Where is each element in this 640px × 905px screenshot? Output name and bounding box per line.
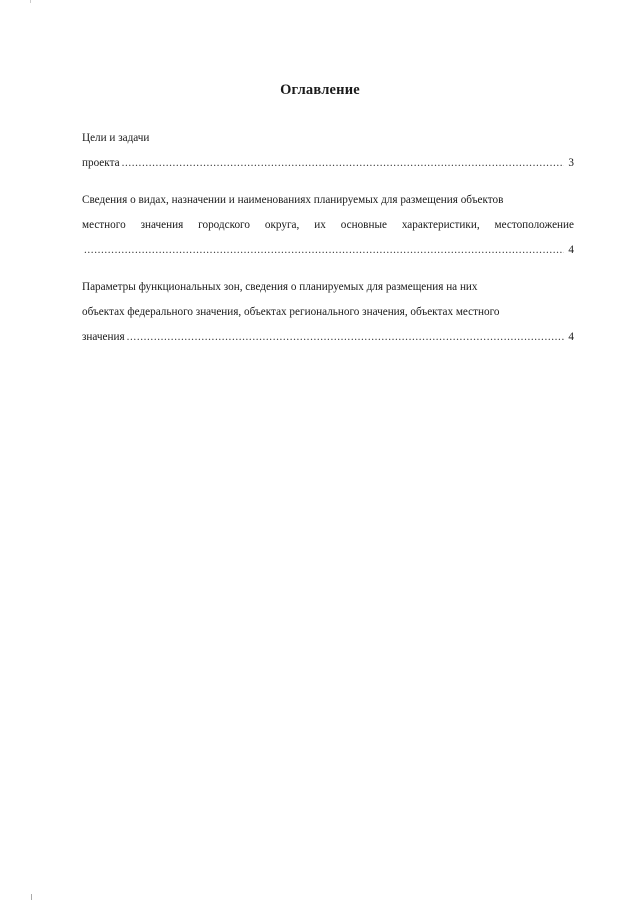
toc-page-number: 3 <box>568 157 574 169</box>
toc-entry-text: Сведения о видах, назначении и наименованиях планируемых для размещения объектов <box>82 194 504 206</box>
toc-entry-text: объектах федерального значения, объектах регионального значения, объектах местного <box>82 306 500 318</box>
toc-entry-text-end: проекта <box>82 157 120 169</box>
scan-mark <box>31 894 32 900</box>
toc-entry-zone-parameters[interactable] <box>82 275 574 350</box>
toc-entry-leader <box>82 325 574 350</box>
toc-entry-leader <box>82 151 574 176</box>
toc-page-number: 4 <box>568 331 574 343</box>
table-of-contents <box>82 126 574 362</box>
dot-leader <box>84 238 564 263</box>
dot-leader <box>122 151 565 176</box>
page-title: Оглавление <box>280 82 360 98</box>
toc-entry-goals[interactable] <box>82 126 574 176</box>
toc-entry-text: местного значения городского округа, их основные характеристики, местоположение <box>82 219 574 231</box>
dot-leader <box>127 325 565 350</box>
toc-entry-text-end: значения <box>82 331 125 343</box>
toc-entry-text: Цели и задачи <box>82 132 150 144</box>
toc-entry-objects-info[interactable] <box>82 188 574 263</box>
scan-mark <box>30 0 31 3</box>
toc-entry-leader <box>82 238 574 263</box>
toc-page-number: 4 <box>568 244 574 256</box>
toc-entry-text: Параметры функциональных зон, сведения о планируемых для размещения на них <box>82 281 478 293</box>
